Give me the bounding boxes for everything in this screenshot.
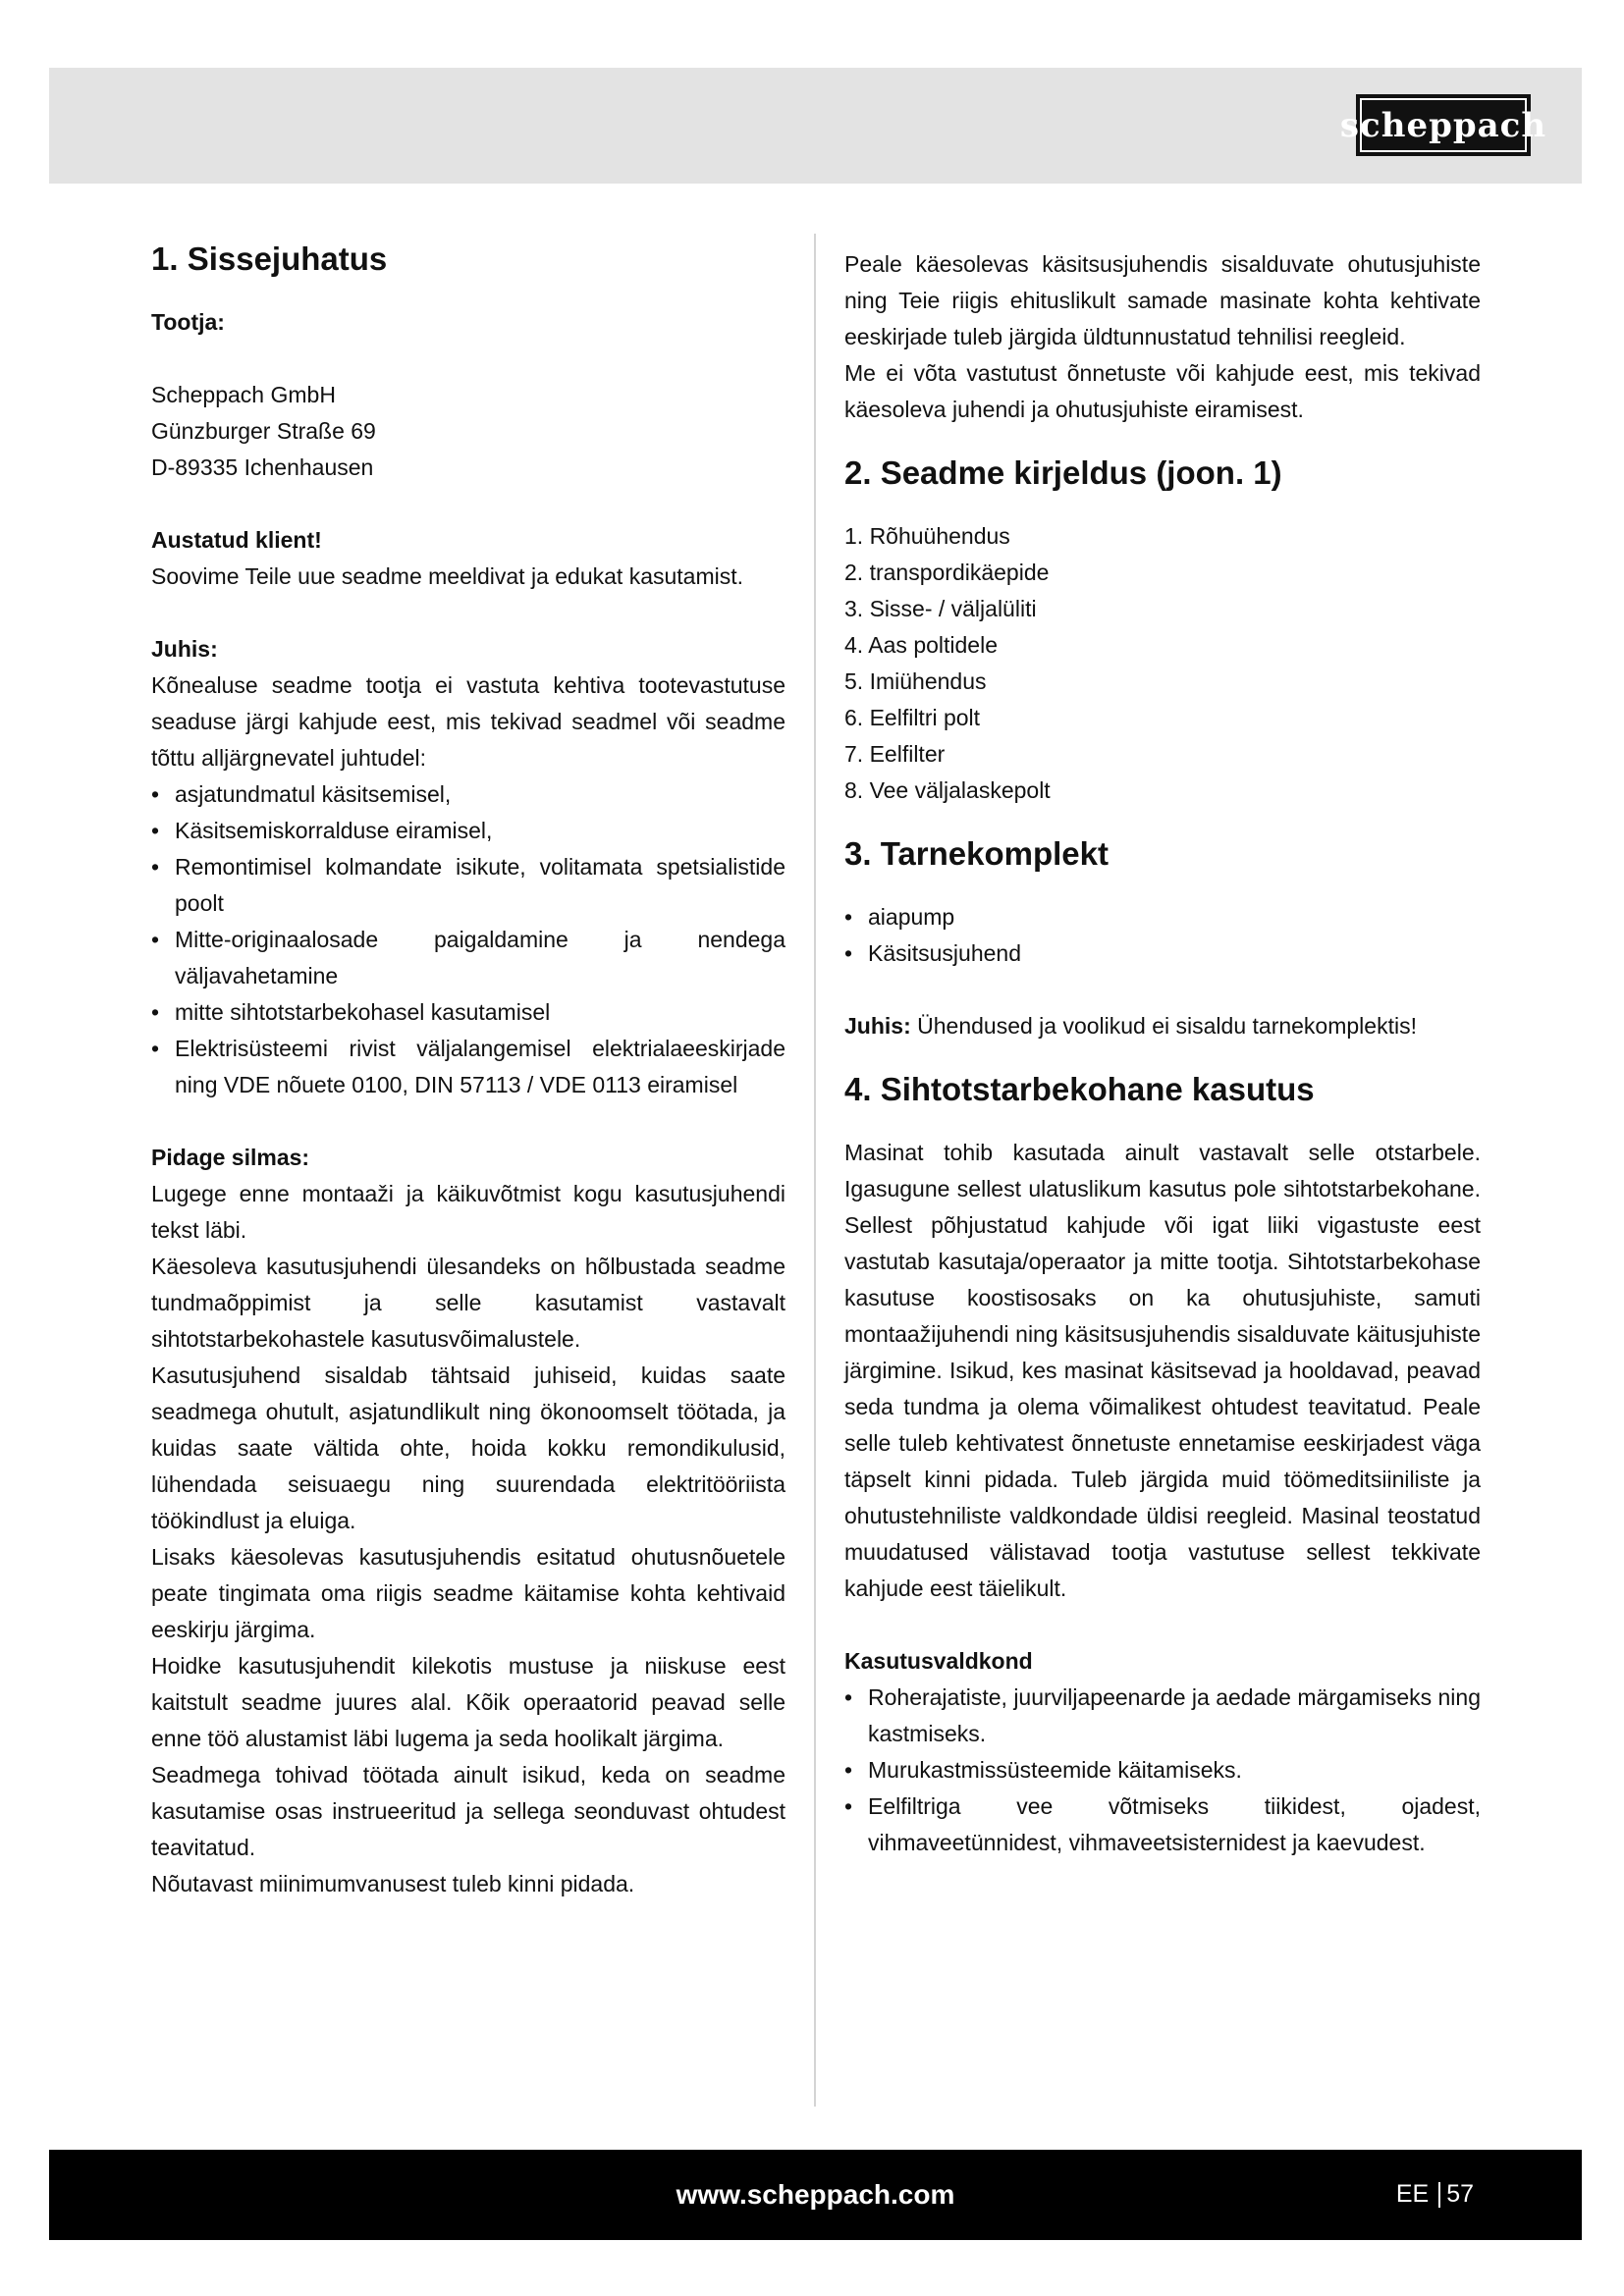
paragraph: Me ei võta vastutust õnnetuste või kahjude eest, mis tekivad käesoleva juhendi ja ohutusjuhiste eiramisest. xyxy=(844,360,1481,422)
section-2-title: 2. Seadme kirjeldus (joon. 1) xyxy=(844,454,1282,491)
list-item: • Mitte-originaalosade paigaldamine ja nendega väljavahetamine xyxy=(151,927,785,988)
language-code: EE xyxy=(1395,2180,1430,2208)
section-4-title: 4. Sihtotstarbekohane kasutus xyxy=(844,1071,1315,1107)
note-text: Kõnealuse seadme tootja ei vastuta kehtiva tootevastutuse seaduse järgi kahjude eest, mis tekivad seadmel või seadme tõttu alljärgnevatel juhtudel: xyxy=(151,672,785,771)
paragraph: Hoidke kasutusjuhendit kilekotis mustuse ja niiskuse eest kaitstult seadme juures alal. Kõik operaatorid peavad selle enne töö alustamist läbi lugema ja seda hoolikalt järgima. xyxy=(151,1653,785,1751)
scheppach-logo xyxy=(1339,94,1547,156)
intended-use-text: Masinat tohib kasutada ainult vastavalt selle otstarbele. Igasugune sellest ulatuslikum kasutus pole sihtotstarbekohane. Sellest põhjustatud kahjude või igat liiki vigastuste eest vastutab kasutaja/operaator ja mitte tootja. Sihtotstarbekohase kasutuse koostisosaks on ka ohutusjuhiste, samuti montaažijuhendi ning käsitsusjuhendis sisalduvate käitusjuhiste järgimine. Isikud, kes masinat käsitsevad ja hooldavad, peavad seda tundma ja olema võimalikest ohtudest teavitatud. Peale selle tuleb kehtivatest õnnetuste ennetamise eeskirjadest väga täpselt kinni pidada. Tuleb järgida muid töömeditsiiniliste ja ohutustehniliste valdkondade üldisi reegleid. Masinal teostatud muudatused välistavad tootja vastutuse sellest tekkivate kahjude eest täielikult. xyxy=(844,1140,1481,1601)
address-line: Scheppach GmbH xyxy=(151,382,336,407)
field-of-use-list xyxy=(844,1680,1481,1861)
list-item: • Roherajatiste, juurviljapeenarde ja aedade märgamiseks ning kastmiseks. xyxy=(844,1684,1481,1746)
list-item: 8. Vee väljalaskepolt xyxy=(844,777,1051,803)
address-line: D-89335 Ichenhausen xyxy=(151,454,374,480)
keep-in-mind-label: Pidage silmas: xyxy=(151,1145,310,1170)
logo-text: scheppach xyxy=(1339,105,1547,145)
list-item: 1. Rõhuühendus xyxy=(844,523,1010,549)
list-item: • Käsitsusjuhend xyxy=(844,940,1021,966)
paragraph: Lugege enne montaaži ja käikuvõtmist kogu kasutusjuhendi tekst läbi. xyxy=(151,1181,785,1243)
delivery-note-text: Ühendused ja voolikud ei sisaldu tarnekomplektis! xyxy=(910,1013,1417,1039)
list-item: • Eelfiltriga vee võtmiseks tiikidest, ojadest, vihmaveetünnidest, vihmaveetsisternidest ja kaevudest. xyxy=(844,1793,1481,1855)
list-item: 2. transpordikäepide xyxy=(844,560,1050,585)
list-item: • Remontimisel kolmandate isikute, volitamata spetsialistide poolt xyxy=(151,854,785,916)
delivery-note xyxy=(844,1008,1481,1044)
note-label: Juhis: xyxy=(151,636,218,662)
list-item: • Elektrisüsteemi rivist väljalangemisel elektrialaeeskirjade ning VDE nõuete 0100, DIN 57113 / VDE 0113 eiramisel xyxy=(151,1036,785,1097)
section-1-title: 1. Sissejuhatus xyxy=(151,240,388,277)
right-column xyxy=(844,236,1481,1861)
address-line: Günzburger Straße 69 xyxy=(151,418,376,444)
page-num: 57 xyxy=(1446,2180,1474,2208)
liability-list xyxy=(151,776,785,1103)
page-number xyxy=(1396,2180,1474,2209)
footer-url[interactable]: www.scheppach.com xyxy=(676,2179,955,2210)
greeting-text: Soovime Teile uue seadme meeldivat ja edukat kasutamist. xyxy=(151,563,744,589)
footer-bar xyxy=(49,2150,1582,2240)
manufacturer-label: Tootja: xyxy=(151,309,225,335)
greeting-label: Austatud klient! xyxy=(151,527,322,553)
left-column xyxy=(151,236,785,1902)
section-3-title: 3. Tarnekomplekt xyxy=(844,835,1109,872)
list-item: 3. Sisse- / väljalüliti xyxy=(844,596,1037,621)
paragraph: Kasutusjuhend sisaldab tähtsaid juhiseid, kuidas saate seadmega ohutult, asjatundlikult ning ökonoomselt töötada, ja kuidas saate vältida ohte, hoida kokku remondikulusid, lühendada seisuaegu ning suurendada elektritööriista töökindlust ja eluiga. xyxy=(151,1362,785,1533)
delivery-note-label: Juhis: xyxy=(844,1013,911,1039)
paragraph: Lisaks käesolevas kasutusjuhendis esitatud ohutusnõuetele peate tingimata oma riigis seadme käitamise kohta kehtivaid eeskirju järgima. xyxy=(151,1544,785,1642)
address-block xyxy=(151,377,785,486)
delivery-list xyxy=(844,899,1481,972)
list-item: 5. Imiühendus xyxy=(844,668,987,694)
list-item: 6. Eelfiltri polt xyxy=(844,705,981,730)
field-of-use-label: Kasutusvaldkond xyxy=(844,1648,1033,1674)
list-item: • aiapump xyxy=(844,904,955,930)
paragraph: Seadmega tohivad töötada ainult isikud, keda on seadme kasutamise osas instrueeritud ja sellega seonduvast ohtudest teavitatud. xyxy=(151,1762,785,1860)
paragraph: Peale käesolevas käsitsusjuhendis sisalduvate ohutusjuhiste ning Teie riigis ehituslikult samade masinate kohta kehtivate eeskirjade tuleb järgida üldtunnustatud tehnilisi reegleid. xyxy=(844,251,1481,349)
list-item: • Käsitsemiskorralduse eiramisel, xyxy=(151,818,493,843)
list-item: • mitte sihtotstarbekohasel kasutamisel xyxy=(151,999,551,1025)
list-item: • Murukastmissüsteemide käitamiseks. xyxy=(844,1757,1242,1783)
list-item: 7. Eelfilter xyxy=(844,741,946,767)
list-item: • asjatundmatul käsitsemisel, xyxy=(151,781,452,807)
list-item: 4. Aas poltidele xyxy=(844,632,999,658)
column-divider xyxy=(814,234,816,2107)
paragraph: Käesoleva kasutusjuhendi ülesandeks on hõlbustada seadme tundmaõppimist ja selle kasutamist vastavalt sihtotstarbekohastele kasutusvõimalustele. xyxy=(151,1254,785,1352)
paragraph: Nõutavast miinimumvanusest tuleb kinni pidada. xyxy=(151,1871,635,1896)
page-separator xyxy=(1438,2182,1440,2208)
parts-list xyxy=(844,518,1481,809)
